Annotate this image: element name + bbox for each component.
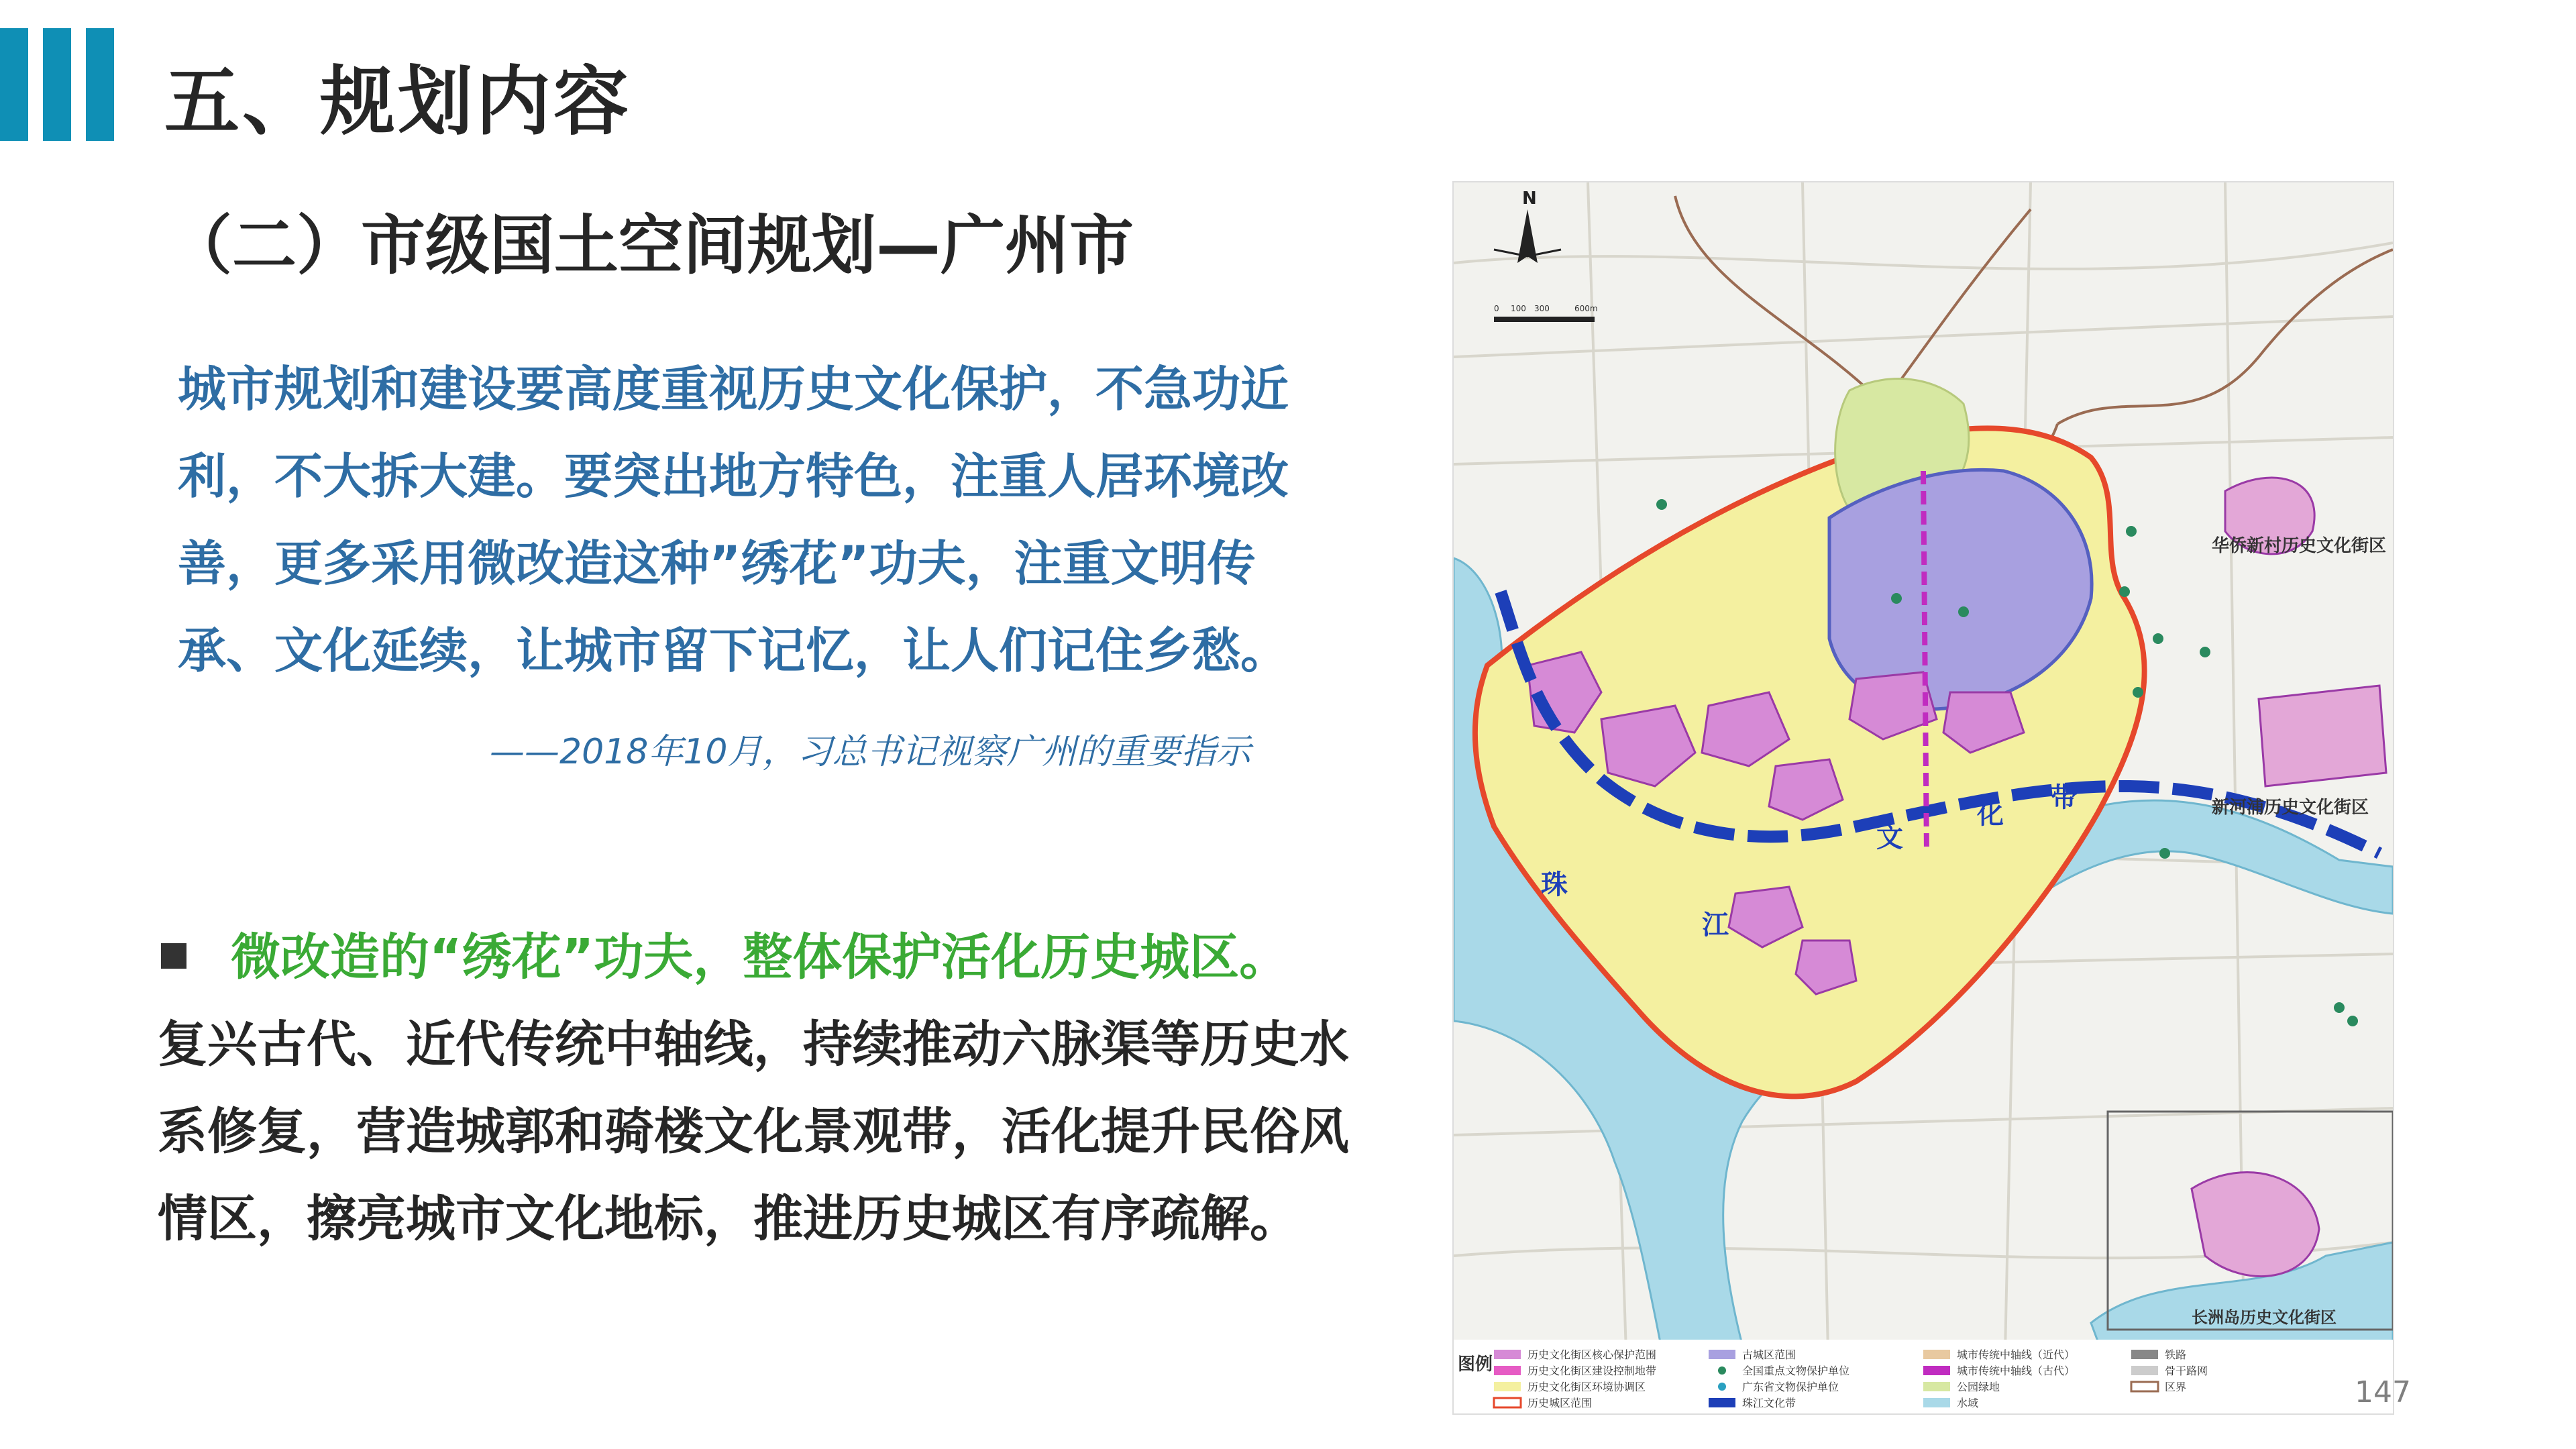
- accent-bar: [86, 28, 114, 141]
- scale-label: 300: [1534, 304, 1550, 313]
- legend-item: 历史城区范围: [1527, 1397, 1593, 1409]
- river-char: 文: [1876, 822, 1903, 853]
- legend-item: 古城区范围: [1742, 1348, 1796, 1361]
- legend-item: 城市传统中轴线（古代）: [1957, 1364, 2076, 1377]
- scale-label: 0: [1494, 304, 1499, 313]
- map-svg: [1454, 182, 2393, 1413]
- scale-bar: [1494, 304, 1598, 322]
- quote-line: 承、文化延续，让城市留下记忆，让人们记住乡愁。: [178, 623, 1289, 679]
- legend-item: 城市传统中轴线（近代）: [1957, 1348, 2076, 1361]
- river-char: 江: [1702, 910, 1729, 941]
- legend-title: 图例: [1458, 1354, 1493, 1375]
- legend-item: 广东省文物保护单位: [1742, 1381, 1839, 1393]
- section-subtitle: （二）市级国土空间规划—广州市: [168, 208, 1134, 283]
- legend-item: 全国重点文物保护单位: [1742, 1364, 1850, 1377]
- legend-item: 骨干路网: [2165, 1364, 2208, 1377]
- legend-item: 历史文化街区核心保护范围: [1527, 1348, 1657, 1361]
- guangzhou-historic-map: [1452, 181, 2394, 1415]
- river-char: 化: [1977, 799, 2004, 830]
- quote-line: 善，更多采用微改造这种”绣花”功夫，注重文明传: [178, 535, 1256, 592]
- scale-label: 100: [1511, 304, 1526, 313]
- bullet-text: 微改造的“绣花”功夫，整体保护活化历史城区。: [231, 928, 1289, 986]
- body-line: 情区，擦亮城市文化地标，推进历史城区有序疏解。: [158, 1190, 1299, 1248]
- district-label: 华侨新村历史文化街区: [2212, 536, 2387, 556]
- quote-block: [178, 345, 1345, 694]
- legend-item: 区界: [2165, 1381, 2187, 1393]
- river-char: 珠: [1541, 869, 1568, 900]
- district-label: 长洲岛历史文化街区: [2192, 1308, 2337, 1327]
- body-line: 系修复，营造城郭和骑楼文化景观带，活化提升民俗风: [158, 1103, 1349, 1161]
- bullet-square-icon: [161, 943, 186, 969]
- legend-item: 水域: [1957, 1397, 1979, 1409]
- accent-bar: [43, 28, 71, 141]
- north-arrow-icon: [1494, 209, 1561, 263]
- scale-label: 600m: [1574, 304, 1598, 313]
- legend-item: 历史文化街区建设控制地带: [1527, 1364, 1657, 1377]
- page-number: 147: [2355, 1375, 2411, 1409]
- page-title: 五、规划内容: [164, 58, 631, 146]
- legend-item: 珠江文化带: [1742, 1397, 1796, 1409]
- legend-item: 历史文化街区环境协调区: [1527, 1381, 1646, 1393]
- title-accent-bars: [0, 28, 127, 141]
- quote-line: 利，不大拆大建。要突出地方特色，注重人居环境改: [178, 448, 1289, 504]
- legend-item: 公园绿地: [1957, 1381, 2000, 1393]
- accent-bar: [0, 28, 28, 141]
- body-text: [158, 1001, 1365, 1263]
- bullet-heading: [161, 918, 1289, 989]
- quote-source: ——2018年10月，习总书记视察广州的重要指示: [490, 732, 1251, 772]
- legend-item: 铁路: [2165, 1348, 2187, 1361]
- body-line: 复兴古代、近代传统中轴线，持续推动六脉渠等历史水: [158, 1016, 1349, 1073]
- river-char: 带: [2051, 782, 2078, 813]
- quote-line: 城市规划和建设要高度重视历史文化保护，不急功近: [178, 361, 1289, 417]
- north-label: N: [1522, 189, 1537, 209]
- district-label: 新河浦历史文化街区: [2212, 798, 2369, 818]
